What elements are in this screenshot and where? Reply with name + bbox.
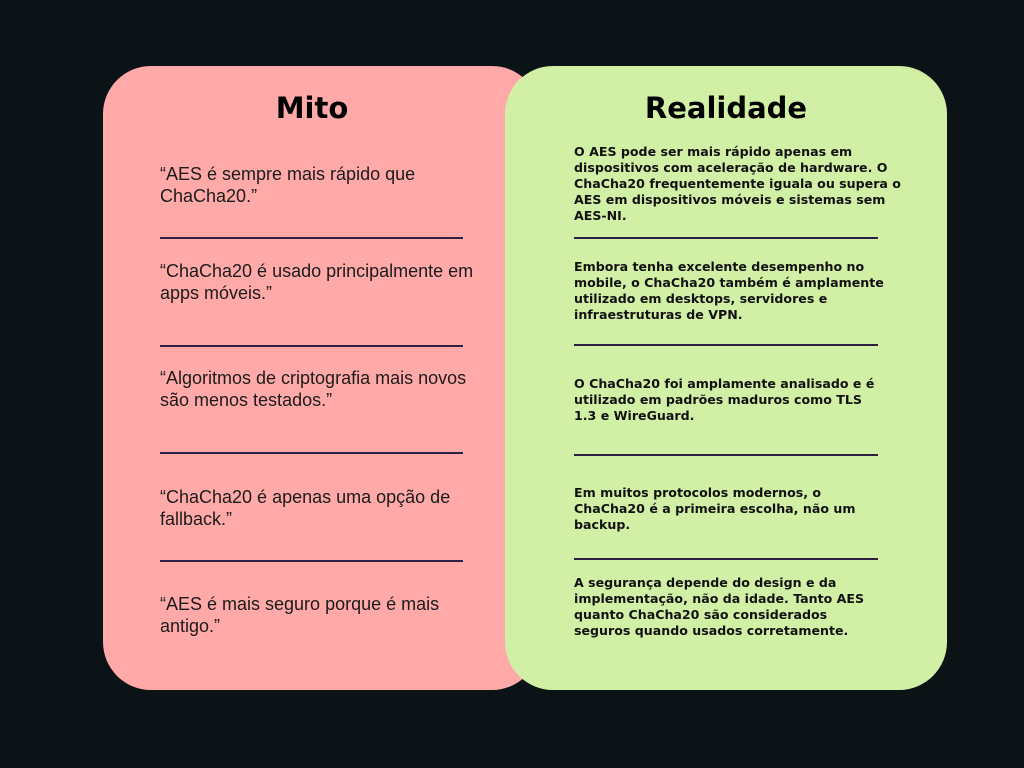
myth-heading: Mito bbox=[275, 91, 349, 125]
myth-item: “Algoritmos de criptografia mais novos são menos testados.” bbox=[160, 368, 467, 410]
reality-divider bbox=[574, 558, 878, 560]
reality-divider bbox=[574, 454, 878, 456]
reality-item: O ChaCha20 foi amplamente analisado e é utilizado em padrões maduros como TLS 1.3 e WireGuard. bbox=[574, 376, 875, 423]
myth-divider bbox=[160, 237, 463, 239]
myth-divider bbox=[160, 345, 463, 347]
myth-item: “AES é mais seguro porque é mais antigo.” bbox=[160, 594, 440, 636]
reality-item: Embora tenha excelente desempenho no mobile, o ChaCha20 também é amplamente utilizado em desktops, servidores e infraestruturas de VPN. bbox=[574, 259, 884, 322]
reality-divider bbox=[574, 237, 878, 239]
myth-divider bbox=[160, 452, 463, 454]
reality-heading: Realidade bbox=[644, 91, 808, 125]
reality-divider bbox=[574, 344, 878, 346]
reality-item: O AES pode ser mais rápido apenas em dispositivos com aceleração de hardware. O ChaCha20 frequentemente iguala ou supera o AES em dispositivos móveis e sistemas sem AES-NI. bbox=[574, 144, 901, 223]
myth-item: “AES é sempre mais rápido que ChaCha20.” bbox=[160, 164, 416, 206]
myth-item: “ChaCha20 é usado principalmente em apps móveis.” bbox=[160, 261, 474, 303]
reality-item: Em muitos protocolos modernos, o ChaCha20 é a primeira escolha, não um backup. bbox=[574, 485, 856, 532]
myth-divider bbox=[160, 560, 463, 562]
myth-item: “ChaCha20 é apenas uma opção de fallback.” bbox=[160, 487, 451, 529]
reality-item: A segurança depende do design e da implementação, não da idade. Tanto AES quanto ChaCha20 são considerados seguros quando usados corretamente. bbox=[574, 575, 865, 638]
